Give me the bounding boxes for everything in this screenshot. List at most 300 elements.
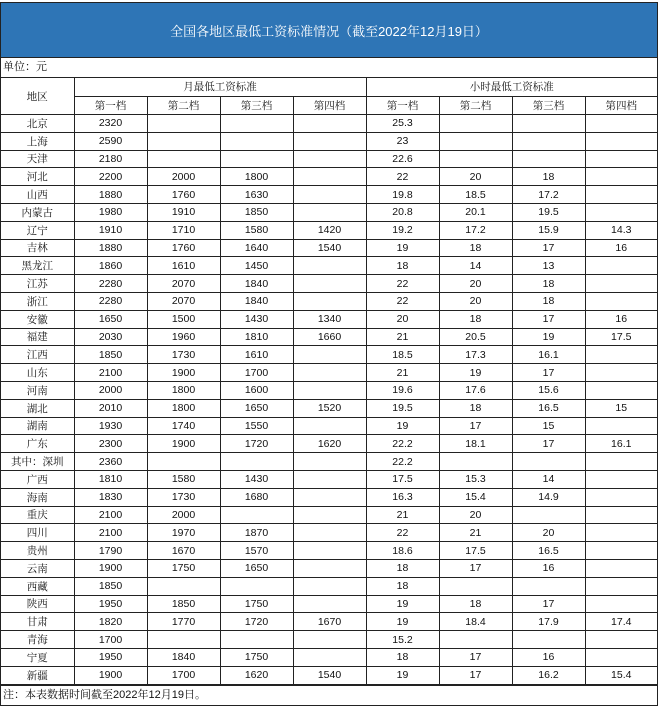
value-cell: [585, 292, 657, 310]
table-row: [1, 292, 657, 310]
region-cell: 安徽: [1, 310, 74, 328]
value-cell: 1850: [147, 595, 220, 613]
value-cell: [512, 150, 585, 168]
value-cell: 22: [366, 292, 439, 310]
header-row-groups: [1, 78, 657, 96]
value-cell: [585, 417, 657, 435]
value-cell: 1880: [74, 239, 147, 257]
value-cell: 1730: [147, 346, 220, 364]
value-cell: 19: [366, 417, 439, 435]
value-cell: [293, 168, 366, 186]
table-row: [1, 115, 657, 133]
value-cell: 19.2: [366, 221, 439, 239]
region-cell: 云南: [1, 559, 74, 577]
value-cell: 18: [366, 559, 439, 577]
value-cell: 1600: [220, 381, 293, 399]
table-row: [1, 470, 657, 488]
region-cell: 甘肃: [1, 613, 74, 631]
value-cell: 16: [512, 648, 585, 666]
value-cell: 16: [512, 559, 585, 577]
value-cell: [293, 488, 366, 506]
value-cell: [585, 275, 657, 293]
value-cell: 1430: [220, 310, 293, 328]
region-cell: 广东: [1, 435, 74, 453]
table-row: [1, 524, 657, 542]
value-cell: 19: [366, 666, 439, 684]
value-cell: [293, 132, 366, 150]
value-cell: 17: [439, 648, 512, 666]
value-cell: [439, 115, 512, 133]
value-cell: 19: [366, 595, 439, 613]
value-cell: 14.9: [512, 488, 585, 506]
value-cell: 2300: [74, 435, 147, 453]
region-cell: 其中：深圳: [1, 453, 74, 471]
value-cell: 1540: [293, 239, 366, 257]
value-cell: [585, 648, 657, 666]
value-cell: [293, 186, 366, 204]
value-cell: 20.8: [366, 203, 439, 221]
value-cell: 18: [366, 648, 439, 666]
value-cell: 2280: [74, 292, 147, 310]
value-cell: 15.3: [439, 470, 512, 488]
value-cell: 18.4: [439, 613, 512, 631]
value-cell: 20: [439, 292, 512, 310]
value-cell: 1420: [293, 221, 366, 239]
value-cell: 18.1: [439, 435, 512, 453]
value-cell: 2030: [74, 328, 147, 346]
value-cell: [439, 150, 512, 168]
region-cell: 湖北: [1, 399, 74, 417]
value-cell: 18: [512, 292, 585, 310]
region-cell: 吉林: [1, 239, 74, 257]
value-cell: [293, 346, 366, 364]
value-cell: 19: [366, 239, 439, 257]
region-cell: 新疆: [1, 666, 74, 684]
value-cell: 1670: [293, 613, 366, 631]
value-cell: 14: [439, 257, 512, 275]
value-cell: 17: [512, 595, 585, 613]
value-cell: [293, 115, 366, 133]
value-cell: 1850: [220, 203, 293, 221]
header-region: 地区: [1, 78, 74, 115]
value-cell: [585, 453, 657, 471]
value-cell: 2070: [147, 275, 220, 293]
region-cell: 福建: [1, 328, 74, 346]
value-cell: 1900: [74, 666, 147, 684]
region-cell: 河北: [1, 168, 74, 186]
value-cell: [439, 577, 512, 595]
value-cell: 2280: [74, 275, 147, 293]
value-cell: [293, 559, 366, 577]
value-cell: 1860: [74, 257, 147, 275]
value-cell: [585, 559, 657, 577]
value-cell: 16.5: [512, 542, 585, 560]
value-cell: 22.2: [366, 435, 439, 453]
value-cell: 19.6: [366, 381, 439, 399]
value-cell: 17.6: [439, 381, 512, 399]
value-cell: [585, 186, 657, 204]
value-cell: 15: [585, 399, 657, 417]
value-cell: 22: [366, 275, 439, 293]
value-cell: [220, 453, 293, 471]
value-cell: [585, 524, 657, 542]
value-cell: 1900: [147, 364, 220, 382]
value-cell: [147, 577, 220, 595]
value-cell: 2000: [147, 168, 220, 186]
value-cell: 1770: [147, 613, 220, 631]
value-cell: [585, 203, 657, 221]
value-cell: 1740: [147, 417, 220, 435]
value-cell: 17.3: [439, 346, 512, 364]
value-cell: 1900: [74, 559, 147, 577]
value-cell: 15.4: [585, 666, 657, 684]
value-cell: [512, 115, 585, 133]
region-cell: 海南: [1, 488, 74, 506]
value-cell: 1910: [147, 203, 220, 221]
region-cell: 江苏: [1, 275, 74, 293]
value-cell: [585, 150, 657, 168]
table-row: [1, 577, 657, 595]
value-cell: 1980: [74, 203, 147, 221]
value-cell: 1880: [74, 186, 147, 204]
value-cell: 18: [439, 239, 512, 257]
value-cell: 13: [512, 257, 585, 275]
value-cell: [293, 203, 366, 221]
table-note: 注：本表数据时间截至2022年12月19日。: [1, 685, 657, 705]
table-row: [1, 648, 657, 666]
value-cell: 15.4: [439, 488, 512, 506]
value-cell: 1760: [147, 186, 220, 204]
value-cell: [293, 417, 366, 435]
value-cell: 1570: [220, 542, 293, 560]
minimum-wage-table: [1, 78, 657, 685]
value-cell: 17.5: [585, 328, 657, 346]
value-cell: [293, 275, 366, 293]
value-cell: 1630: [220, 186, 293, 204]
value-cell: 1580: [147, 470, 220, 488]
value-cell: 2200: [74, 168, 147, 186]
value-cell: 19.8: [366, 186, 439, 204]
value-cell: 1720: [220, 435, 293, 453]
region-cell: 河南: [1, 381, 74, 399]
value-cell: 1580: [220, 221, 293, 239]
table-row: [1, 364, 657, 382]
value-cell: 18: [512, 168, 585, 186]
value-cell: [293, 453, 366, 471]
value-cell: 14.3: [585, 221, 657, 239]
value-cell: 1610: [147, 257, 220, 275]
value-cell: 15.9: [512, 221, 585, 239]
value-cell: [147, 115, 220, 133]
value-cell: 14: [512, 470, 585, 488]
value-cell: 1840: [220, 275, 293, 293]
header-tier: 第三档: [512, 96, 585, 115]
value-cell: 20: [366, 310, 439, 328]
region-cell: 广西: [1, 470, 74, 488]
header-monthly: 月最低工资标准: [74, 78, 366, 96]
value-cell: 1810: [220, 328, 293, 346]
table-row: [1, 239, 657, 257]
value-cell: 2000: [74, 381, 147, 399]
value-cell: 18: [439, 595, 512, 613]
header-tier: 第二档: [439, 96, 512, 115]
value-cell: 17.9: [512, 613, 585, 631]
region-cell: 湖南: [1, 417, 74, 435]
region-cell: 陕西: [1, 595, 74, 613]
value-cell: [293, 506, 366, 524]
value-cell: [147, 631, 220, 649]
value-cell: 1450: [220, 257, 293, 275]
value-cell: 1900: [147, 435, 220, 453]
value-cell: 1650: [220, 399, 293, 417]
table-row: [1, 666, 657, 684]
value-cell: 19: [512, 328, 585, 346]
value-cell: [147, 453, 220, 471]
table-row: [1, 221, 657, 239]
value-cell: 1820: [74, 613, 147, 631]
value-cell: [585, 132, 657, 150]
value-cell: 1910: [74, 221, 147, 239]
table-row: [1, 542, 657, 560]
table-row: [1, 417, 657, 435]
value-cell: [585, 257, 657, 275]
value-cell: 1750: [220, 595, 293, 613]
value-cell: 1710: [147, 221, 220, 239]
value-cell: [512, 453, 585, 471]
value-cell: 18: [439, 399, 512, 417]
table-row: [1, 310, 657, 328]
value-cell: 1700: [74, 631, 147, 649]
table-row: [1, 275, 657, 293]
value-cell: [293, 577, 366, 595]
value-cell: [512, 506, 585, 524]
value-cell: 1520: [293, 399, 366, 417]
value-cell: [293, 257, 366, 275]
table-title: 全国各地区最低工资标准情况（截至2022年12月19日）: [1, 3, 657, 58]
table-row: [1, 399, 657, 417]
value-cell: 2100: [74, 524, 147, 542]
value-cell: [293, 381, 366, 399]
value-cell: 16.3: [366, 488, 439, 506]
value-cell: 22: [366, 524, 439, 542]
value-cell: [439, 453, 512, 471]
table-row: [1, 168, 657, 186]
value-cell: [585, 381, 657, 399]
value-cell: 20: [512, 524, 585, 542]
value-cell: 21: [366, 328, 439, 346]
value-cell: 20: [439, 506, 512, 524]
header-tier: 第一档: [74, 96, 147, 115]
header-row-tiers: [1, 96, 657, 115]
value-cell: 1840: [220, 292, 293, 310]
value-cell: 17.5: [439, 542, 512, 560]
value-cell: 19.5: [512, 203, 585, 221]
value-cell: 1340: [293, 310, 366, 328]
value-cell: 15.2: [366, 631, 439, 649]
value-cell: 1750: [147, 559, 220, 577]
value-cell: 2320: [74, 115, 147, 133]
table-row: [1, 381, 657, 399]
value-cell: [220, 150, 293, 168]
value-cell: [585, 115, 657, 133]
value-cell: [293, 470, 366, 488]
value-cell: 1430: [220, 470, 293, 488]
value-cell: 2100: [74, 506, 147, 524]
value-cell: 2590: [74, 132, 147, 150]
value-cell: 17: [512, 364, 585, 382]
value-cell: [220, 506, 293, 524]
value-cell: 19: [366, 613, 439, 631]
table-row: [1, 186, 657, 204]
header-tier: 第四档: [293, 96, 366, 115]
value-cell: 16: [585, 310, 657, 328]
value-cell: 21: [439, 524, 512, 542]
value-cell: 16.1: [512, 346, 585, 364]
region-cell: 贵州: [1, 542, 74, 560]
value-cell: [147, 132, 220, 150]
value-cell: 1680: [220, 488, 293, 506]
value-cell: 18: [512, 275, 585, 293]
table-row: [1, 631, 657, 649]
table-row: [1, 346, 657, 364]
region-cell: 山西: [1, 186, 74, 204]
table-row: [1, 613, 657, 631]
value-cell: 1950: [74, 595, 147, 613]
value-cell: [512, 631, 585, 649]
table-row: [1, 328, 657, 346]
value-cell: [439, 631, 512, 649]
region-cell: 天津: [1, 150, 74, 168]
value-cell: 1650: [74, 310, 147, 328]
value-cell: 1800: [147, 381, 220, 399]
table-row: [1, 453, 657, 471]
value-cell: 25.3: [366, 115, 439, 133]
value-cell: 17.4: [585, 613, 657, 631]
value-cell: 1850: [74, 346, 147, 364]
value-cell: [293, 150, 366, 168]
value-cell: 2070: [147, 292, 220, 310]
table-body: [1, 115, 657, 685]
value-cell: 21: [366, 506, 439, 524]
value-cell: 1700: [220, 364, 293, 382]
value-cell: 1950: [74, 648, 147, 666]
value-cell: 17: [439, 666, 512, 684]
value-cell: 1790: [74, 542, 147, 560]
value-cell: 17: [512, 435, 585, 453]
table-row: [1, 150, 657, 168]
region-cell: 上海: [1, 132, 74, 150]
value-cell: 1840: [147, 648, 220, 666]
value-cell: 17: [512, 310, 585, 328]
value-cell: [439, 132, 512, 150]
value-cell: 21: [366, 364, 439, 382]
value-cell: 18: [366, 257, 439, 275]
value-cell: 17: [439, 559, 512, 577]
value-cell: 18.5: [366, 346, 439, 364]
value-cell: 16.2: [512, 666, 585, 684]
value-cell: 1730: [147, 488, 220, 506]
value-cell: 1960: [147, 328, 220, 346]
value-cell: [585, 346, 657, 364]
value-cell: [512, 577, 585, 595]
value-cell: [147, 150, 220, 168]
value-cell: 1970: [147, 524, 220, 542]
header-tier: 第三档: [220, 96, 293, 115]
value-cell: [220, 577, 293, 595]
table-row: [1, 595, 657, 613]
value-cell: 1550: [220, 417, 293, 435]
value-cell: [293, 364, 366, 382]
value-cell: [293, 631, 366, 649]
value-cell: 22.6: [366, 150, 439, 168]
value-cell: 1800: [147, 399, 220, 417]
value-cell: 1810: [74, 470, 147, 488]
table-row: [1, 203, 657, 221]
value-cell: 22: [366, 168, 439, 186]
value-cell: 16.1: [585, 435, 657, 453]
region-cell: 青海: [1, 631, 74, 649]
value-cell: [293, 542, 366, 560]
table-row: [1, 132, 657, 150]
value-cell: [585, 168, 657, 186]
value-cell: 2000: [147, 506, 220, 524]
value-cell: [293, 595, 366, 613]
value-cell: [585, 488, 657, 506]
table-row: [1, 435, 657, 453]
table-row: [1, 506, 657, 524]
value-cell: [585, 364, 657, 382]
value-cell: 2010: [74, 399, 147, 417]
value-cell: 1760: [147, 239, 220, 257]
value-cell: 1650: [220, 559, 293, 577]
value-cell: [293, 648, 366, 666]
value-cell: 1620: [293, 435, 366, 453]
value-cell: 1830: [74, 488, 147, 506]
value-cell: 1700: [147, 666, 220, 684]
value-cell: 1660: [293, 328, 366, 346]
region-cell: 重庆: [1, 506, 74, 524]
value-cell: 1500: [147, 310, 220, 328]
region-cell: 江西: [1, 346, 74, 364]
value-cell: 1850: [74, 577, 147, 595]
value-cell: 15: [512, 417, 585, 435]
value-cell: 20.1: [439, 203, 512, 221]
value-cell: 18.5: [439, 186, 512, 204]
value-cell: 15.6: [512, 381, 585, 399]
value-cell: 1610: [220, 346, 293, 364]
value-cell: [585, 470, 657, 488]
header-hourly: 小时最低工资标准: [366, 78, 657, 96]
value-cell: 16: [585, 239, 657, 257]
value-cell: 20: [439, 168, 512, 186]
value-cell: 16.5: [512, 399, 585, 417]
value-cell: 17.5: [366, 470, 439, 488]
header-tier: 第四档: [585, 96, 657, 115]
value-cell: 1720: [220, 613, 293, 631]
region-cell: 宁夏: [1, 648, 74, 666]
value-cell: 23: [366, 132, 439, 150]
value-cell: [585, 631, 657, 649]
header-tier: 第一档: [366, 96, 439, 115]
header-tier: 第二档: [147, 96, 220, 115]
value-cell: [293, 292, 366, 310]
value-cell: [512, 132, 585, 150]
region-cell: 北京: [1, 115, 74, 133]
value-cell: 2100: [74, 364, 147, 382]
value-cell: 17.2: [439, 221, 512, 239]
value-cell: 2180: [74, 150, 147, 168]
value-cell: 18.6: [366, 542, 439, 560]
